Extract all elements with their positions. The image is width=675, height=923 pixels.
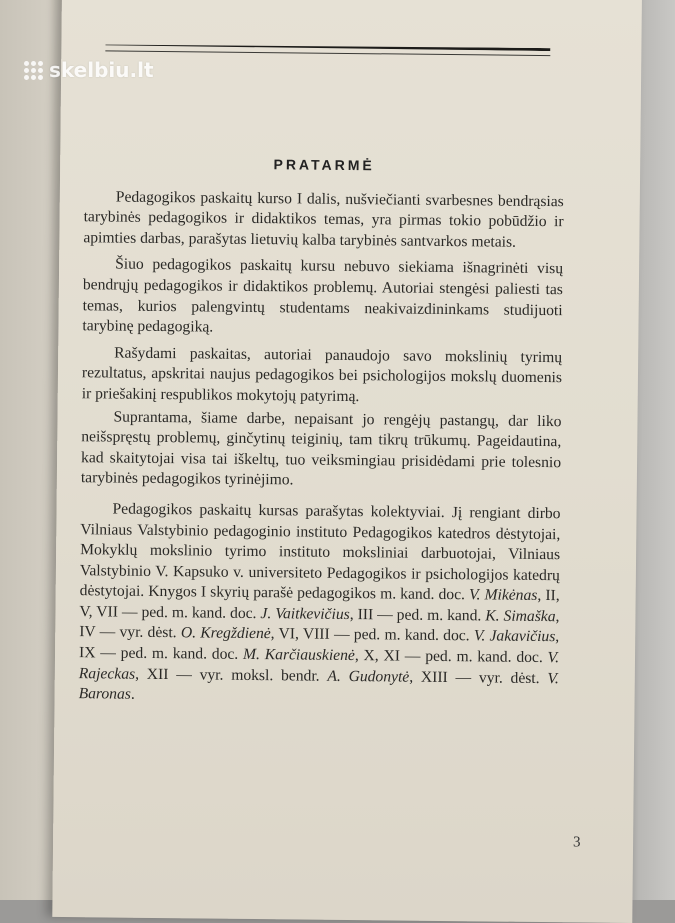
author-name: O. Kregždienė — [180, 624, 271, 643]
watermark — [24, 58, 154, 82]
author-name: M. Karčiauskienė — [242, 645, 355, 665]
author-name: K. Simaška — [485, 607, 556, 626]
authors-text: , II, V, VII — ped. m. kand. doc. — [79, 587, 560, 622]
paragraph-3: Rašydami paskaitas, autoriai panaudojo savo mokslinių tyrimų rezultatus, apskritai naujus pedagogikos bei psichologijos mokslų duomenis ir priešakinį respublikos mokytojų patyrimą. — [81, 344, 563, 406]
authors-text: , VI, VIII — ped. m. kand. doc. — [270, 625, 474, 645]
authors-text: , IV — vyr. dėst. — [79, 608, 560, 642]
page-content — [78, 152, 564, 716]
author-name: V. Mikėnas — [468, 586, 538, 605]
authors-text: , XIII — vyr. dėst. — [409, 668, 548, 687]
author-name: J. Vaitkevičius — [260, 604, 350, 623]
authors-text: , X, XI — ped. m. kand. doc. — [354, 647, 548, 667]
book-page — [52, 0, 642, 923]
authors-intro: Pedagogikos paskaitų kursas parašytas kolektyviai. Jį rengiant dirbo Vilniaus Valstybinio pedagoginio instituto Pedagogikos katedros dėstytojai, Mokyklų mokslinio tyrimo instituto moksliniai darbuotojai, Vilniaus Valstybinio V. Kapsuko v. universiteto Pedagogikos ir psichologijos katedrų dėstytojai. Knygos I skyrių parašė pedagogikos m. kand. doc. — [79, 500, 561, 604]
authors-text: , III — ped. m. kand. — [349, 605, 486, 625]
author-name: V. Rajeckas — [78, 649, 560, 683]
watermark-dots-icon — [24, 61, 43, 80]
author-name: A. Gudonytė — [327, 667, 410, 686]
author-name: V. Baronas — [78, 669, 559, 703]
authors-text: , XII — vyr. moksl. bendr. — [135, 665, 328, 685]
paragraph-2: Šiuo pedagogikos paskaitų kursu nebuvo siekiama išnagrinėti visų bendrųjų pedagogikos ir didaktikos problemų. Autoriai stengėsi paliesti tas temas, kurios palengvintų studentams neakivaizdininkams studijuoti tarybinę pedagogiką. — [82, 255, 564, 336]
author-name: V. Jakavičius — [473, 627, 556, 646]
page-number: 3 — [573, 834, 581, 851]
paragraph-4: Suprantama, šiame darbe, nepaisant jo rengėjų pastangų, dar liko neišspręstų problemų, ginčytinų teiginių, tam tikrų trūkumų. Pageidautina, kad skaitytojai visa tai iškeltų, tuo veiksmingiau prisidėdami prie tolesnio tarybinės pedagogikos tyrinėjimo. — [80, 408, 562, 489]
authors-paragraph — [78, 499, 560, 710]
authors-text: , IX — ped. m. kand. doc. — [78, 628, 560, 663]
header-rule — [105, 43, 550, 48]
page-title: PRATARMĖ — [273, 156, 375, 174]
watermark-text: skelbiu.lt — [49, 58, 154, 82]
authors-text: . — [130, 685, 135, 704]
paragraph-1: Pedagogikos paskaitų kurso I dalis, nušviečianti svarbesnes bendrąsias tarybinės pedagogikos ir didaktikos temas, yra pirmas tokio pobūdžio ir apimties darbas, parašytas lietuvių kalba tarybinės santvarkos metais. — [83, 188, 564, 251]
